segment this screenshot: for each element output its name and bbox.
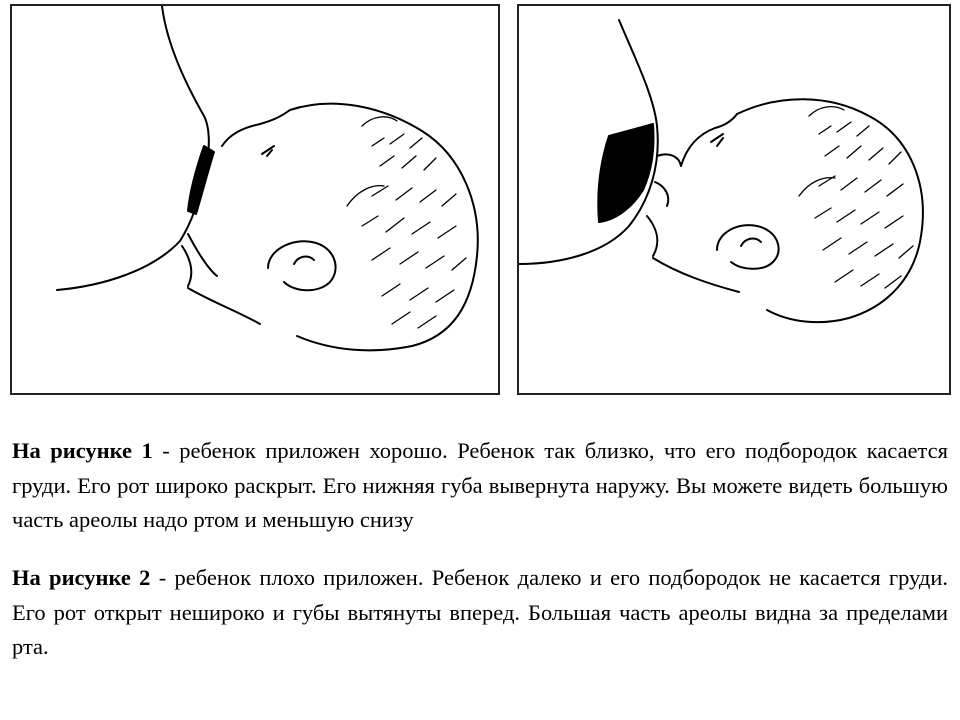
mouth-line (655, 182, 668, 206)
areola-mark (598, 124, 653, 222)
eye (711, 134, 723, 146)
caption-figure-1-lead: На рисунке 1 (12, 438, 153, 463)
jaw-line (653, 258, 739, 292)
figure-good-latch (10, 4, 500, 395)
ear (717, 225, 779, 269)
lower-lip (182, 246, 191, 286)
head-outline (290, 104, 478, 351)
jaw-line (188, 288, 260, 324)
figure-poor-latch (517, 4, 951, 395)
ear-inner (741, 239, 761, 246)
ear-inner (294, 257, 314, 264)
good-latch-illustration (12, 6, 498, 393)
face-profile (222, 110, 290, 146)
head-outline (737, 99, 923, 322)
eye (262, 146, 274, 156)
lower-lip (647, 216, 657, 256)
caption-figure-2-lead: На рисунке 2 (12, 565, 151, 590)
poor-latch-illustration (519, 6, 949, 393)
caption-figure-1-text: - ребенок приложен хорошо. Ребенок так близко, что его подбородок касается груди. Его рот широко раскрыт. Его нижняя губа вывернута наружу. Вы можете видеть большую часть ареолы надо ртом и меньшую снизу (12, 438, 948, 532)
ear (268, 241, 336, 290)
caption-figure-2 (12, 561, 948, 665)
hair-hatching (799, 107, 913, 288)
upper-lip (657, 154, 681, 166)
mouth-line (188, 234, 217, 276)
caption-figure-1 (12, 434, 948, 538)
hair-hatching (347, 117, 466, 328)
face-profile (681, 114, 737, 166)
areola-mark (188, 146, 214, 214)
caption-figure-2-text: - ребенок плохо приложен. Ребенок далеко и его подбородок не касается груди. Его рот открыт нешироко и губы вытянуты вперед. Большая часть ареолы видна за пределами рта. (12, 565, 948, 659)
breast-outline (57, 6, 209, 290)
